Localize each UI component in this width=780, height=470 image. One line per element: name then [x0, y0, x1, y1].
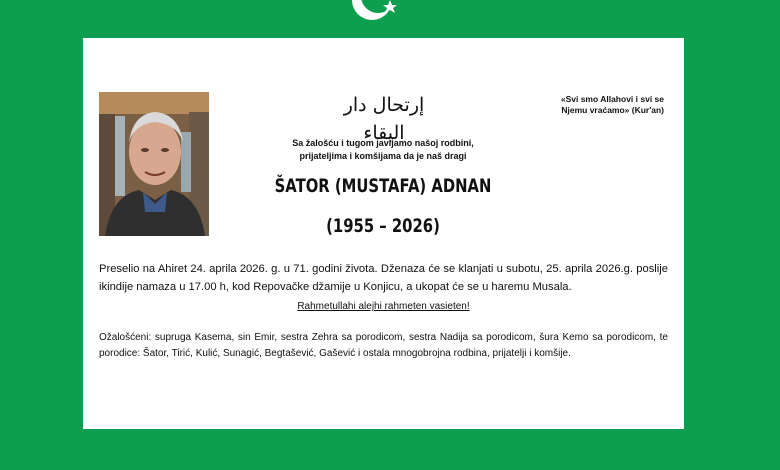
prayer-line — [99, 301, 668, 312]
intro-line-1: Sa žalošću i tugom javljamo našoj rodbini, — [292, 138, 474, 148]
arabic-calligraphy: إرتحال دار البقاء — [343, 94, 425, 144]
quran-quote — [524, 94, 664, 116]
deceased-photo — [99, 92, 209, 236]
quote-line-1: «Svi smo Allahovi i svi se — [560, 94, 664, 104]
prayer-text: Rahmetullahi alejhi rahmeten vasieten! — [297, 301, 470, 312]
intro-text — [233, 137, 533, 162]
intro-line-2: prijateljima i komšijama da je naš dragi — [299, 150, 467, 161]
quote-line-2: Njemu vraćamo» (Kur'an) — [561, 105, 664, 115]
crescent-star-icon — [350, 0, 398, 26]
mourners-list: Ožalošćeni: supruga Kasema, sin Emir, sestra Zehra sa porodicom, sestra Nadija sa porodicom, šura Kemo sa porodicom, te porodice: Šator, Tirić, Kulić, Sunagić, Begtašević, Gašević i ostala mnogobrojna rodbina, prijatelji i komšije. — [99, 332, 668, 359]
life-years: (1955 – 2026) — [326, 215, 440, 237]
obituary-card — [83, 38, 684, 429]
funeral-details: Preselio na Ahiret 24. aprila 2026. g. u 71. godini života. Dženaza će se klanjati u subotu, 25. aprila 2026.g. poslije ikindije namaza u 17.00 h, kod Repovačke džamije u Konjicu, a ukopat će se u haremu Musala. — [99, 263, 668, 293]
deceased-name: ŠATOR (MUSTAFA) ADNAN — [274, 175, 492, 197]
